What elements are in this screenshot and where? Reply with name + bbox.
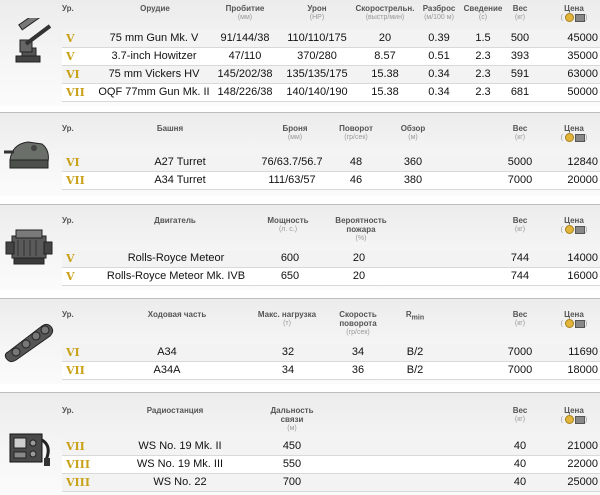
row-price: 12840 <box>567 156 598 168</box>
radios-row[interactable] <box>62 474 600 492</box>
engines-header-fire: Вероятность пожара (%) <box>335 216 387 242</box>
engines-header-price: Цена ( ) <box>560 216 588 234</box>
radios-row[interactable] <box>62 438 600 456</box>
row-price: 16000 <box>567 270 598 282</box>
row-tier: VI <box>66 346 80 359</box>
row-name: A34A <box>153 364 181 376</box>
row-power: 650 <box>280 270 300 282</box>
turrets-header-price: Цена ( ) <box>560 124 588 142</box>
turrets-header-name: Башня <box>156 124 184 133</box>
row-dispersion: 0.39 <box>428 32 450 44</box>
engine-icon <box>2 220 56 274</box>
row-damage: 135/135/175 <box>286 68 348 80</box>
radios-header-range: Дальность связи (м) <box>270 406 314 432</box>
row-weight: 40 <box>513 458 527 470</box>
row-armor: 111/63/57 <box>268 174 316 186</box>
row-view: 380 <box>403 174 423 186</box>
row-name: WS No. 19 Mk. III <box>136 458 224 470</box>
guns-header-dmg: Урон (HP) <box>307 4 327 21</box>
row-fire-chance: 20 <box>352 270 366 282</box>
suspension-header-rmin: $R_{min}$ <box>405 310 425 322</box>
row-tier: V <box>66 270 75 283</box>
row-tier: VII <box>66 364 85 377</box>
row-weight: 7000 <box>507 364 533 376</box>
guns-header-tier: Ур. <box>62 4 74 13</box>
row-name: 3.7-inch Howitzer <box>111 50 197 62</box>
row-name: Rolls-Royce Meteor <box>127 252 225 264</box>
radios-section <box>0 392 600 495</box>
engines-row[interactable] <box>62 268 600 286</box>
row-name: WS No. 22 <box>153 476 207 488</box>
engines-header-weight: Вес (кг) <box>512 216 528 233</box>
row-price: 35000 <box>567 50 598 62</box>
turrets-row[interactable] <box>62 172 600 190</box>
engines-header-tier: Ур. <box>62 216 74 225</box>
row-range: 700 <box>282 476 302 488</box>
guns-row[interactable] <box>62 84 600 102</box>
row-damage: 110/110/175 <box>287 32 347 44</box>
row-view: 360 <box>403 156 423 168</box>
row-max-load: 32 <box>281 346 295 358</box>
row-price: 14000 <box>567 252 598 264</box>
suspension-row[interactable] <box>62 344 600 362</box>
row-armor: 76/63.7/56.7 <box>261 156 323 168</box>
suspension-row[interactable] <box>62 362 600 380</box>
credits-icon <box>565 319 574 328</box>
row-name: 75 mm Vickers HV <box>108 68 200 80</box>
row-fire-chance: 20 <box>352 252 366 264</box>
gold-icon <box>575 416 585 424</box>
row-weight: 744 <box>510 270 530 282</box>
gold-icon <box>575 320 585 328</box>
suspension-header-weight: Вес (кг) <box>512 310 528 327</box>
row-tier: VI <box>66 156 80 169</box>
turrets-section <box>0 112 600 196</box>
row-traverse: 46 <box>349 174 363 186</box>
radios-header-name: Радиостанция <box>146 406 204 415</box>
guns-row[interactable] <box>62 30 600 48</box>
row-dispersion: 0.34 <box>428 68 450 80</box>
row-rmin: B/2 <box>406 346 424 358</box>
row-price: 18000 <box>567 364 598 376</box>
guns-header-pen: Пробитие (мм) <box>225 4 265 21</box>
turrets-header-tier: Ур. <box>62 124 74 133</box>
radio-icon <box>2 420 56 474</box>
gun-icon <box>2 18 56 72</box>
row-range: 450 <box>282 440 302 452</box>
guns-header-price: Цена ( ) <box>560 4 588 22</box>
row-tier: VII <box>66 440 85 453</box>
guns-row[interactable] <box>62 48 600 66</box>
engines-header-power: Мощность (л. с.) <box>267 216 309 233</box>
gold-icon <box>575 134 585 142</box>
turrets-header-armor: Броня (мм) <box>282 124 308 141</box>
row-weight: 7000 <box>507 174 533 186</box>
engines-section <box>0 204 600 290</box>
row-damage: 140/140/190 <box>286 86 348 98</box>
engines-header-name: Двигатель <box>154 216 196 225</box>
radios-header-tier: Ур. <box>62 406 74 415</box>
turrets-header-weight: Вес (кг) <box>512 124 528 141</box>
credits-icon <box>565 225 574 234</box>
suspension-section <box>0 298 600 384</box>
row-price: 11690 <box>568 346 598 358</box>
row-penetration: 145/202/38 <box>217 68 273 80</box>
row-traverse: 48 <box>349 156 363 168</box>
row-weight: 5000 <box>507 156 533 168</box>
row-name: OQF 77mm Gun Mk. II <box>98 86 210 98</box>
row-price: 63000 <box>567 68 598 80</box>
row-range: 550 <box>282 458 302 470</box>
row-aim-time: 1.5 <box>475 32 491 44</box>
suspension-header-speed: Скорость поворота (гр/сек) <box>339 310 377 336</box>
guns-header-disp: Разброс (м/100 м) <box>422 4 456 21</box>
row-rof: 15.38 <box>371 68 399 80</box>
row-weight: 393 <box>510 50 530 62</box>
row-weight: 500 <box>510 32 530 44</box>
row-price: 45000 <box>567 32 598 44</box>
row-weight: 40 <box>513 440 527 452</box>
row-weight: 7000 <box>507 346 533 358</box>
credits-icon <box>565 13 574 22</box>
suspension-header-tier: Ур. <box>62 310 74 319</box>
engines-row[interactable] <box>62 250 600 268</box>
suspension-header-name: Ходовая часть <box>147 310 207 319</box>
guns-header-rof: Скорострельн. (выстр/мин) <box>355 4 415 21</box>
row-tier: V <box>66 252 75 265</box>
row-max-load: 34 <box>281 364 295 376</box>
row-weight: 681 <box>510 86 530 98</box>
guns-header-aim: Сведение (с) <box>463 4 503 21</box>
row-aim-time: 2.3 <box>475 68 491 80</box>
row-penetration: 148/226/38 <box>217 86 273 98</box>
row-aim-time: 2.3 <box>475 50 491 62</box>
radios-header-price: Цена ( ) <box>560 406 588 424</box>
turrets-row[interactable] <box>62 154 600 172</box>
guns-header-name: Орудие <box>140 4 170 13</box>
row-name: Rolls-Royce Meteor Mk. IVB <box>106 270 246 282</box>
row-rof: 8.57 <box>374 50 396 62</box>
row-penetration: 47/110 <box>228 50 262 62</box>
radios-row[interactable] <box>62 456 600 474</box>
row-traverse: 34 <box>351 346 365 358</box>
suspension-header-load: Макс. нагрузка (т) <box>257 310 317 327</box>
row-rof: 15.38 <box>371 86 399 98</box>
row-traverse: 36 <box>351 364 365 376</box>
turrets-header-traverse: Поворот (гр/сек) <box>339 124 373 141</box>
row-price: 50000 <box>567 86 598 98</box>
row-tier: VII <box>66 86 85 99</box>
turrets-header-view: Обзор (м) <box>400 124 426 141</box>
row-price: 21000 <box>567 440 598 452</box>
guns-header-weight: Вес (кг) <box>512 4 528 21</box>
row-tier: VII <box>66 174 85 187</box>
row-price: 22000 <box>567 458 598 470</box>
row-tier: VI <box>66 68 80 81</box>
row-tier: VIII <box>66 458 90 471</box>
row-tier: V <box>66 32 75 45</box>
row-weight: 40 <box>513 476 527 488</box>
row-name: WS No. 19 Mk. II <box>138 440 222 452</box>
row-damage: 370/280 <box>297 50 337 62</box>
row-aim-time: 2.3 <box>475 86 491 98</box>
row-name: A34 Turret <box>154 174 206 186</box>
row-price: 20000 <box>567 174 598 186</box>
row-tier: V <box>66 50 75 63</box>
credits-icon <box>565 415 574 424</box>
row-dispersion: 0.34 <box>428 86 450 98</box>
row-price: 25000 <box>567 476 598 488</box>
turret-icon <box>2 126 56 180</box>
credits-icon <box>565 133 574 142</box>
row-name: A34 <box>157 346 177 358</box>
row-weight: 744 <box>510 252 530 264</box>
guns-section <box>0 0 600 106</box>
row-tier: VIII <box>66 476 90 489</box>
gold-icon <box>575 14 585 22</box>
row-rof: 20 <box>378 32 392 44</box>
row-weight: 591 <box>510 68 530 80</box>
suspension-header-price: Цена ( ) <box>560 310 588 328</box>
row-dispersion: 0.51 <box>428 50 450 62</box>
row-power: 600 <box>280 252 300 264</box>
row-name: 75 mm Gun Mk. V <box>109 32 199 44</box>
radios-header-weight: Вес (кг) <box>512 406 528 423</box>
tracks-icon <box>2 314 56 368</box>
gold-icon <box>575 226 585 234</box>
guns-row[interactable] <box>62 66 600 84</box>
row-name: A27 Turret <box>154 156 206 168</box>
row-penetration: 91/144/38 <box>220 32 270 44</box>
row-rmin: B/2 <box>406 364 424 376</box>
